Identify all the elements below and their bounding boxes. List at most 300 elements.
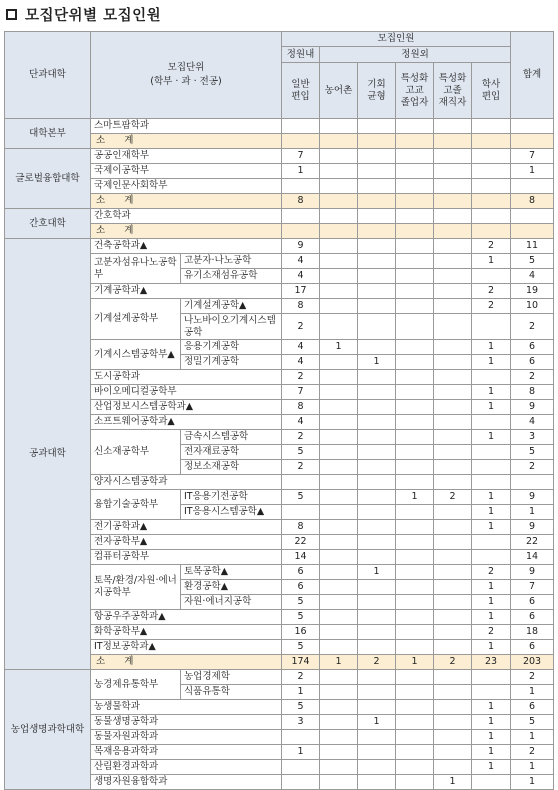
unit-name: 목재응용과학과 <box>91 745 282 760</box>
subtotal-value <box>434 194 472 209</box>
quota-value: 1 <box>472 700 511 715</box>
subtotal-label <box>91 134 282 149</box>
unit-name: 동물생명공학과 <box>91 715 282 730</box>
quota-value <box>320 715 358 730</box>
quota-value: 5 <box>282 445 320 460</box>
quota-value <box>434 164 472 179</box>
major-name: 고분자·나노공학 <box>181 254 282 269</box>
quota-value: 4 <box>511 415 554 430</box>
sub-col-header: 학사 편입 <box>472 63 511 119</box>
quota-value <box>320 640 358 655</box>
unit-name: 산림환경과학과 <box>91 760 282 775</box>
quota-value: 1 <box>511 730 554 745</box>
quota-value <box>320 760 358 775</box>
quota-value <box>320 355 358 370</box>
quota-value: 2 <box>434 490 472 505</box>
quota-value <box>320 730 358 745</box>
quota-value: 5 <box>511 715 554 730</box>
unit-name: 국제인문사회학부 <box>91 179 282 194</box>
unit-name: 토목/환경/자원·에너지공학부 <box>91 565 181 610</box>
quota-value: 7 <box>282 385 320 400</box>
quota-value <box>396 505 434 520</box>
quota-value <box>396 640 434 655</box>
major-name: 기계설계공학▲ <box>181 299 282 314</box>
quota-value: 1 <box>472 430 511 445</box>
quota-value <box>472 314 511 340</box>
quota-value: 9 <box>511 400 554 415</box>
quota-value <box>396 700 434 715</box>
unit-name: 바이오메디컬공학부 <box>91 385 282 400</box>
quota-value: 6 <box>511 340 554 355</box>
subtotal-value <box>396 134 434 149</box>
quota-value <box>472 370 511 385</box>
quota-value: 2 <box>282 370 320 385</box>
quota-value <box>358 520 396 535</box>
table-row <box>5 119 554 134</box>
major-name: 유기소재섬유공학 <box>181 269 282 284</box>
quota-value <box>358 254 396 269</box>
col-unit-title: 모집단위 <box>167 62 205 73</box>
quota-value <box>396 355 434 370</box>
unit-name: 신소재공학부 <box>91 430 181 475</box>
quota-value: 9 <box>511 565 554 580</box>
quota-value: 2 <box>472 565 511 580</box>
quota-value: 1 <box>472 340 511 355</box>
quota-value <box>472 775 511 790</box>
quota-value <box>396 775 434 790</box>
quota-value <box>472 119 511 134</box>
table-row <box>5 209 554 224</box>
subtotal-value <box>282 224 320 239</box>
quota-value <box>320 400 358 415</box>
quota-value <box>282 179 320 194</box>
quota-value <box>320 535 358 550</box>
quota-value <box>320 610 358 625</box>
quota-value <box>396 445 434 460</box>
subtotal-value <box>434 224 472 239</box>
quota-value: 1 <box>472 745 511 760</box>
quota-value: 2 <box>472 299 511 314</box>
quota-value <box>358 314 396 340</box>
quota-value: 2 <box>282 430 320 445</box>
quota-value <box>358 595 396 610</box>
quota-value: 17 <box>282 284 320 299</box>
quota-value: 1 <box>472 595 511 610</box>
subtotal-value: 8 <box>282 194 320 209</box>
college-name: 대학본부 <box>5 119 91 149</box>
quota-value: 2 <box>472 625 511 640</box>
quota-value <box>320 700 358 715</box>
subtotal-value: 23 <box>472 655 511 670</box>
section-heading <box>6 3 161 25</box>
subtotal-value: 203 <box>511 655 554 670</box>
quota-value <box>320 430 358 445</box>
major-name: 환경공학▲ <box>181 580 282 595</box>
quota-value <box>396 400 434 415</box>
quota-value <box>434 385 472 400</box>
major-name: 나노바이오기계시스템공학 <box>181 314 282 340</box>
quota-value <box>434 460 472 475</box>
unit-name: 스마트팜학과 <box>91 119 282 134</box>
unit-name: 컴퓨터공학부 <box>91 550 282 565</box>
quota-value <box>358 745 396 760</box>
quota-value <box>282 760 320 775</box>
major-name: 농업경제학 <box>181 670 282 685</box>
square-bullet-icon <box>6 9 17 20</box>
quota-value: 4 <box>282 340 320 355</box>
quota-value <box>396 535 434 550</box>
quota-value <box>320 505 358 520</box>
quota-value <box>358 490 396 505</box>
quota-value <box>282 119 320 134</box>
quota-value <box>358 385 396 400</box>
quota-value <box>434 284 472 299</box>
quota-value <box>358 239 396 254</box>
sub-col-header: 기회 균형 <box>358 63 396 119</box>
col-out-header: 정원외 <box>320 47 511 63</box>
subtotal-value <box>320 134 358 149</box>
quota-value <box>434 400 472 415</box>
quota-value <box>358 670 396 685</box>
col-unit-subtitle: (학부 · 과 · 전공) <box>150 76 222 87</box>
quota-value <box>396 340 434 355</box>
sub-col-header: 농어촌 <box>320 63 358 119</box>
unit-name: 전자공학부▲ <box>91 535 282 550</box>
quota-value <box>320 475 358 490</box>
quota-value: 1 <box>511 685 554 700</box>
quota-value <box>358 505 396 520</box>
quota-value <box>396 284 434 299</box>
quota-value <box>320 299 358 314</box>
quota-value <box>320 209 358 224</box>
quota-value: 1 <box>472 505 511 520</box>
college-name: 글로벌융합대학 <box>5 149 91 209</box>
quota-value <box>434 355 472 370</box>
major-name: IT응용시스템공학▲ <box>181 505 282 520</box>
unit-name: 전기공학과▲ <box>91 520 282 535</box>
quota-value: 6 <box>282 580 320 595</box>
unit-name: 공공인재학부 <box>91 149 282 164</box>
quota-value: 14 <box>511 550 554 565</box>
subtotal-value <box>511 134 554 149</box>
quota-value <box>282 475 320 490</box>
sub-col-header: 특성화 고졸 재직자 <box>434 63 472 119</box>
quota-value <box>434 340 472 355</box>
quota-value <box>396 715 434 730</box>
unit-name: IT정보공학과▲ <box>91 640 282 655</box>
quota-value: 6 <box>511 595 554 610</box>
quota-value <box>358 610 396 625</box>
quota-value <box>358 475 396 490</box>
quota-value: 11 <box>511 239 554 254</box>
quota-value <box>358 550 396 565</box>
unit-name: 건축공학과▲ <box>91 239 282 254</box>
quota-value <box>396 209 434 224</box>
quota-value: 1 <box>511 164 554 179</box>
major-name: 정밀기계공학 <box>181 355 282 370</box>
unit-name: 소프트웨어공학과▲ <box>91 415 282 430</box>
quota-value: 2 <box>511 314 554 340</box>
quota-value <box>396 580 434 595</box>
quota-value: 1 <box>282 745 320 760</box>
subtotal-text: 소 계 <box>96 225 142 236</box>
quota-value <box>320 565 358 580</box>
quota-value <box>396 475 434 490</box>
table-row <box>5 670 554 685</box>
quota-value <box>434 625 472 640</box>
quota-value: 2 <box>511 370 554 385</box>
quota-value <box>396 565 434 580</box>
quota-value <box>320 490 358 505</box>
unit-name: 화학공학부▲ <box>91 625 282 640</box>
quota-value: 1 <box>472 610 511 625</box>
unit-name: 기계공학과▲ <box>91 284 282 299</box>
quota-value: 6 <box>511 640 554 655</box>
quota-value <box>396 239 434 254</box>
quota-value <box>396 314 434 340</box>
quota-value <box>358 775 396 790</box>
quota-value: 1 <box>472 400 511 415</box>
quota-value <box>434 550 472 565</box>
unit-name: 생명자원융합학과 <box>91 775 282 790</box>
quota-value: 22 <box>282 535 320 550</box>
unit-name: 산업정보시스템공학과▲ <box>91 400 282 415</box>
quota-value <box>282 775 320 790</box>
subtotal-value <box>472 194 511 209</box>
college-name: 농업생명과학대학 <box>5 670 91 790</box>
subtotal-value <box>396 224 434 239</box>
subtotal-value: 174 <box>282 655 320 670</box>
quota-value <box>320 685 358 700</box>
quota-value: 4 <box>282 415 320 430</box>
quota-value <box>472 670 511 685</box>
quota-value: 5 <box>282 700 320 715</box>
quota-value <box>396 625 434 640</box>
quota-value <box>282 209 320 224</box>
quota-value <box>434 580 472 595</box>
quota-value: 16 <box>282 625 320 640</box>
unit-name: 기계설계공학부 <box>91 299 181 340</box>
quota-value <box>434 505 472 520</box>
quota-value <box>358 445 396 460</box>
major-name: IT응용기전공학 <box>181 490 282 505</box>
quota-value <box>282 730 320 745</box>
quota-value <box>358 685 396 700</box>
subtotal-value: 2 <box>358 655 396 670</box>
subtotal-value <box>472 134 511 149</box>
quota-value <box>320 775 358 790</box>
table-header <box>5 32 554 119</box>
quota-value <box>396 550 434 565</box>
subtotal-value <box>472 224 511 239</box>
subtotal-label <box>91 194 282 209</box>
quota-value: 1 <box>472 730 511 745</box>
quota-value <box>358 149 396 164</box>
quota-value: 1 <box>472 385 511 400</box>
quota-value: 6 <box>282 565 320 580</box>
quota-value <box>320 239 358 254</box>
subtotal-label <box>91 655 282 670</box>
quota-value: 1 <box>358 715 396 730</box>
subtotal-text: 소 계 <box>96 656 142 667</box>
quota-value <box>434 595 472 610</box>
quota-value <box>434 640 472 655</box>
quota-value <box>396 254 434 269</box>
col-unit-header <box>91 32 282 119</box>
table-body <box>5 119 554 790</box>
quota-table <box>4 31 554 790</box>
quota-value: 1 <box>511 775 554 790</box>
subtotal-value <box>320 224 358 239</box>
sub-col-header: 일반 편입 <box>282 63 320 119</box>
quota-value: 14 <box>282 550 320 565</box>
quota-value <box>434 119 472 134</box>
quota-value <box>358 340 396 355</box>
quota-value <box>396 149 434 164</box>
quota-value: 5 <box>511 445 554 460</box>
table-row <box>5 149 554 164</box>
quota-value <box>396 520 434 535</box>
section-title: 모집단위별 모집인원 <box>25 7 162 24</box>
quota-value: 8 <box>282 520 320 535</box>
quota-value <box>396 385 434 400</box>
quota-value <box>396 269 434 284</box>
unit-name: 양자시스템공학과 <box>91 475 282 490</box>
quota-value: 4 <box>282 254 320 269</box>
quota-value <box>396 610 434 625</box>
quota-value <box>434 209 472 224</box>
quota-value: 1 <box>511 505 554 520</box>
quota-value <box>396 179 434 194</box>
quota-value <box>320 745 358 760</box>
subtotal-value <box>358 194 396 209</box>
quota-value <box>320 164 358 179</box>
quota-value <box>434 535 472 550</box>
quota-value: 7 <box>282 149 320 164</box>
quota-value <box>358 625 396 640</box>
unit-name: 농생물학과 <box>91 700 282 715</box>
quota-value: 1 <box>358 565 396 580</box>
quota-value <box>434 520 472 535</box>
quota-value <box>396 730 434 745</box>
unit-name: 간호학과 <box>91 209 282 224</box>
unit-name: 항공우주공학과▲ <box>91 610 282 625</box>
quota-value <box>320 284 358 299</box>
quota-value <box>472 475 511 490</box>
quota-value <box>358 700 396 715</box>
quota-value <box>358 179 396 194</box>
quota-value: 6 <box>511 700 554 715</box>
quota-value <box>434 299 472 314</box>
quota-value <box>358 460 396 475</box>
quota-value: 2 <box>472 239 511 254</box>
sub-col-header: 특성화 고교 졸업자 <box>396 63 434 119</box>
quota-value <box>434 745 472 760</box>
quota-value: 18 <box>511 625 554 640</box>
quota-value <box>320 179 358 194</box>
quota-value <box>396 299 434 314</box>
quota-value: 19 <box>511 284 554 299</box>
quota-value: 3 <box>511 430 554 445</box>
quota-value <box>320 625 358 640</box>
quota-value <box>472 149 511 164</box>
quota-value <box>320 370 358 385</box>
quota-value: 1 <box>472 355 511 370</box>
major-name: 식품유통학 <box>181 685 282 700</box>
quota-value <box>434 475 472 490</box>
quota-value <box>434 254 472 269</box>
quota-value: 2 <box>472 284 511 299</box>
quota-value <box>358 535 396 550</box>
major-name: 정보소재공학 <box>181 460 282 475</box>
quota-value <box>434 239 472 254</box>
unit-name: 융합기술공학부 <box>91 490 181 520</box>
quota-value <box>511 475 554 490</box>
subtotal-value <box>511 224 554 239</box>
quota-value <box>472 535 511 550</box>
quota-value <box>358 760 396 775</box>
quota-value <box>396 460 434 475</box>
quota-value <box>434 565 472 580</box>
quota-value <box>472 415 511 430</box>
quota-value <box>472 685 511 700</box>
quota-value <box>396 745 434 760</box>
quota-value <box>320 670 358 685</box>
quota-value <box>320 550 358 565</box>
quota-value <box>434 415 472 430</box>
quota-value <box>320 445 358 460</box>
quota-value <box>320 460 358 475</box>
col-total-header: 합계 <box>511 32 554 119</box>
quota-value: 5 <box>282 610 320 625</box>
quota-value <box>320 254 358 269</box>
quota-value <box>358 430 396 445</box>
quota-value <box>358 580 396 595</box>
subtotal-value <box>282 134 320 149</box>
quota-value: 9 <box>282 239 320 254</box>
major-name: 자원·에너지공학 <box>181 595 282 610</box>
unit-name: 고분자섬유나노공학부 <box>91 254 181 284</box>
quota-value <box>434 760 472 775</box>
quota-value <box>358 730 396 745</box>
table-row <box>5 239 554 254</box>
quota-value <box>358 400 396 415</box>
quota-value <box>472 445 511 460</box>
quota-value <box>320 314 358 340</box>
quota-value: 10 <box>511 299 554 314</box>
quota-value <box>358 119 396 134</box>
quota-value <box>358 164 396 179</box>
quota-value: 1 <box>472 640 511 655</box>
quota-value <box>472 179 511 194</box>
subtotal-value: 8 <box>511 194 554 209</box>
quota-value <box>320 520 358 535</box>
quota-value <box>434 670 472 685</box>
quota-value <box>434 610 472 625</box>
quota-value <box>434 715 472 730</box>
quota-value: 5 <box>282 595 320 610</box>
quota-value: 6 <box>511 355 554 370</box>
quota-value: 5 <box>282 640 320 655</box>
subtotal-value <box>396 194 434 209</box>
quota-value <box>396 595 434 610</box>
major-name: 금속시스템공학 <box>181 430 282 445</box>
quota-value: 2 <box>511 460 554 475</box>
quota-value <box>358 640 396 655</box>
quota-value <box>320 385 358 400</box>
subtotal-label <box>91 224 282 239</box>
quota-value <box>396 760 434 775</box>
